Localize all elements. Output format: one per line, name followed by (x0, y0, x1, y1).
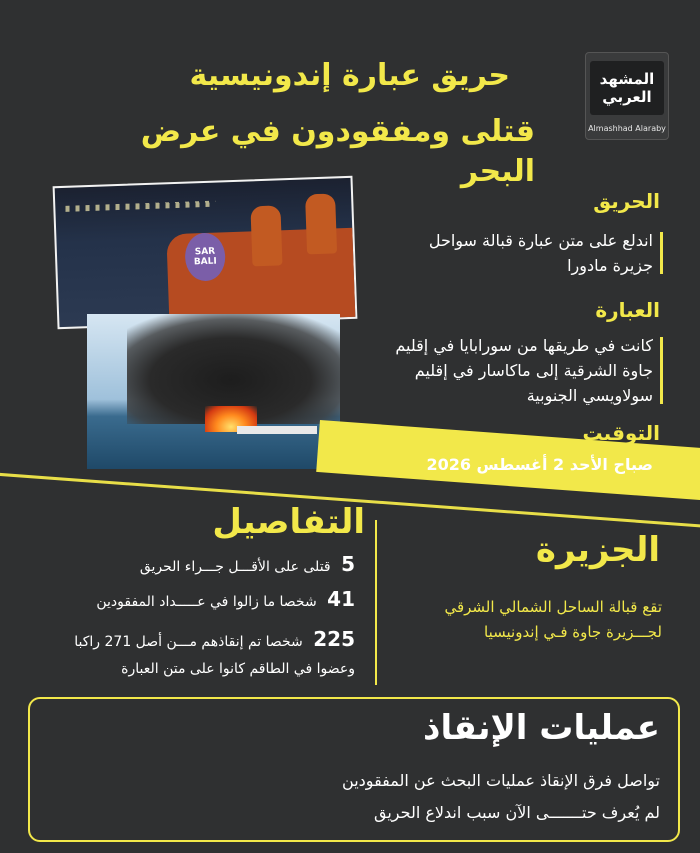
section-timing-body (400, 452, 653, 477)
sar-badge: SAR BALI (184, 232, 226, 281)
logo-line1: المشهد (599, 70, 655, 88)
detail-row-missing (96, 588, 355, 613)
detail-text: قتلى على الأقـــل جـــراء الحريق (139, 559, 331, 575)
rescue-heading: عمليات الإنقاذ (423, 708, 660, 748)
rescue-line2: لم يُعرف حتـــــــى الآن سبب اندلاع الحريق (374, 803, 660, 822)
detail-row-killed (140, 553, 355, 578)
ferry-hull (237, 426, 317, 434)
logo-english: Almashhad Alaraby (588, 124, 666, 133)
section-fire-heading: الحريق (593, 189, 660, 213)
column-divider (375, 520, 377, 685)
detail-number: 225 (313, 627, 355, 651)
rescue-boat-photo (53, 176, 358, 329)
bullet-bar (660, 337, 663, 404)
detail-continuation: وعضوا في الطاقم كانوا على متن العبارة (121, 661, 355, 677)
section-fire-text: اندلع على متن عبارة قبالة سواحل جزيرة مادورا (428, 231, 653, 275)
section-timing-heading: التوقيت (582, 421, 660, 445)
logo-line2: العربي (602, 88, 652, 106)
detail-number: 5 (341, 552, 355, 576)
rescue-line1: تواصل فرق الإنقاذ عمليات البحث عن المفقودين (342, 771, 660, 790)
detail-row-rescued (74, 628, 355, 653)
section-ferry-heading: العبارة (595, 298, 660, 322)
bullet-bar (660, 232, 663, 274)
detail-text: شخصا تم إنقاذهم مـــن أصل 271 راكبا (74, 634, 303, 650)
details-heading: التفاصيل (212, 502, 365, 542)
brand-logo (585, 52, 669, 140)
island-body: تقع قبالة الساحل الشمالي الشرقي لجـــزيرة جاوة فـي إندونيسيا (444, 598, 662, 641)
section-fire-body (395, 228, 653, 278)
rescuer-figure (305, 193, 337, 254)
logo-mark (590, 61, 664, 115)
section-ferry-body (380, 333, 653, 408)
section-ferry-text: كانت في طريقها من سورابايا في إقليم جاوة الشرقية إلى ماكاسار في إقليم سولاويسي الجنوبية (395, 336, 653, 405)
harbor-lights (65, 201, 215, 212)
detail-number: 41 (327, 587, 355, 611)
rescue-body (220, 765, 660, 829)
island-heading: الجزيرة (535, 530, 660, 570)
title-line1: حريق عبارة إندونيسية (189, 58, 510, 93)
title-line2: قتلى ومفقودون في عرض البحر (140, 114, 535, 189)
section-timing-text: صباح الأحد 2 أغسطس 2026 (426, 455, 653, 474)
bullet-bar (660, 456, 663, 473)
burning-ferry-photo (87, 314, 340, 469)
rescuer-figure (250, 205, 282, 266)
detail-text: شخصا ما زالوا في عـــــداد المفقودين (96, 594, 317, 610)
